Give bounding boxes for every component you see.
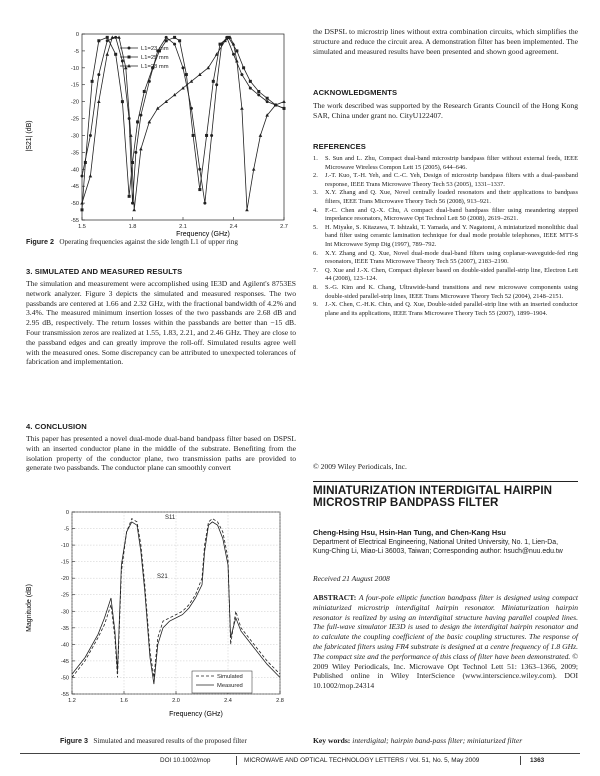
fig2-point-square [173, 36, 176, 39]
reference-text: S.-G. Kim and K. Chang, Ultrawide-band transitions and new microwave components using double-sided parallel-strip lines, IEEE Trans Microwave Theory Tech 52 (2004), 2148–2151. [325, 283, 578, 300]
fig2-x-tick-label: 1.5 [78, 224, 86, 230]
fig2-point-circle [182, 66, 185, 69]
fig2-point-triangle [252, 167, 256, 170]
fig3-y-tick-label: -10 [60, 543, 69, 550]
fig2-y-tick-label: 0 [75, 32, 79, 38]
fig2-point-square [81, 208, 84, 211]
section-4-heading: 4. CONCLUSION [26, 422, 87, 431]
references-heading: REFERENCES [313, 142, 366, 151]
fig2-x-axis-label: Frequency (GHz) [176, 231, 230, 238]
fig2-point-square [114, 53, 117, 56]
figure-2-label: Figure 2 [26, 237, 54, 246]
fig2-point-circle [81, 175, 84, 178]
fig2-point-circle [249, 87, 252, 90]
fig2-x-tick-label: 2.1 [179, 224, 187, 230]
footer-journal: MICROWAVE AND OPTICAL TECHNOLOGY LETTERS / Vol. 51, No. 5, May 2009 [244, 757, 480, 764]
fig2-point-circle [139, 114, 142, 117]
fig2-point-square [185, 73, 188, 76]
reference-item [313, 155, 578, 172]
fig2-point-square [131, 161, 134, 164]
fig3-x-axis-label: Frequency (GHz) [169, 711, 223, 718]
reference-text: X.Y. Zhang and Q. Xue, Novel dual-mode dual-band filters using coplanar-waveguide-fed ring resonators, IEEE Trans Microwave Theory Tech 55 (2007), 2183–2190. [325, 249, 578, 266]
fig2-point-square [165, 39, 168, 42]
fig3-legend-label: Measured [217, 683, 243, 689]
fig2-point-circle [232, 53, 235, 56]
footer-rule [20, 753, 580, 754]
fig2-legend-marker [128, 56, 131, 59]
acknowledgments-heading: ACKNOWLEDGMENTS [313, 88, 398, 97]
fig3-x-tick-label: 1.2 [68, 698, 76, 704]
copyright-line: © 2009 Wiley Periodicals, Inc. [313, 462, 407, 471]
fig2-point-circle [210, 134, 213, 137]
fig2-point-circle [257, 93, 260, 96]
keywords [313, 736, 578, 746]
fig2-point-circle [89, 134, 92, 137]
reference-number: 1. [313, 155, 318, 162]
reference-number: 6. [313, 249, 318, 257]
fig3-y-tick-label: -15 [60, 559, 69, 566]
fig3-y-axis-label: Magnitude (dB) [26, 584, 33, 632]
fig3-y-tick-label: -30 [60, 609, 69, 616]
reference-item [313, 172, 578, 189]
footer-divider-2 [520, 756, 521, 765]
acknowledgments-body: The work described was supported by the Research Grants Council of the Hong Kong SAR, China under grant no. CityU122407. [313, 101, 578, 120]
fig2-point-square [121, 100, 124, 103]
fig2-point-square [178, 39, 181, 42]
figure-3-caption [60, 736, 300, 746]
reference-text: Q. Xue and J.-X. Chen, Compact diplexer based on double-sided parallel-strip line, Electron Lett 44 (2008), 123–124. [325, 266, 578, 283]
fig2-y-tick-label: -20 [70, 99, 79, 106]
fig2-point-circle [165, 36, 168, 39]
fig3-y-tick-label: -20 [60, 576, 69, 583]
fig3-y-tick-label: -40 [60, 642, 69, 649]
figure-2-caption-text: Operating frequencies against the side length L1 of upper ring [59, 238, 238, 246]
reference-text: S. Sun and L. Zhu, Compact dual-band microstrip bandpass filter without external feeds, IEEE Microwave Wireless Compon Lett 15 (2005), 644–646. [325, 155, 578, 171]
fig3-x-tick-label: 2.4 [224, 698, 232, 704]
fig2-point-square [205, 134, 208, 137]
fig2-series-line-3 [82, 37, 284, 210]
reference-item [313, 189, 578, 206]
keywords-text: interdigital; hairpin band-pass filter; miniaturized filter [352, 736, 523, 745]
fig2-x-tick-label: 2.4 [229, 224, 238, 230]
fig3-y-tick-label: -5 [64, 526, 69, 533]
fig3-annotation: S11 [165, 515, 176, 521]
fig2-point-circle [198, 168, 201, 171]
fig2-point-triangle [139, 147, 143, 150]
fig3-x-tick-label: 2.8 [276, 698, 284, 704]
fig3-y-tick-label: -25 [60, 592, 69, 599]
fig2-y-tick-label: -5 [74, 48, 79, 55]
fig2-x-tick-label: 2.7 [280, 224, 288, 230]
received-date: Received 21 August 2008 [313, 574, 390, 583]
fig2-point-circle [134, 151, 137, 154]
figure-3-label: Figure 3 [60, 736, 88, 745]
abstract-label: ABSTRACT: [313, 593, 357, 602]
fig2-point-square [192, 134, 195, 137]
article-authors: Cheng-Hsing Hsu, Hsin-Han Tung, and Chen-Kang Hsu [313, 528, 506, 537]
fig2-point-circle [97, 73, 100, 76]
fig2-legend-label: L1=23 mm [141, 46, 169, 52]
reference-text: J.-X. Chen, C.-H.K. Chin, and Q. Xue, Double-sided parallel-strip line with an inserted conductor plane and its applications, IEEE Trans Microwave Theory Tech 55 (2007), 1899–1904. [325, 301, 578, 317]
fig2-y-tick-label: -15 [70, 82, 79, 89]
fig2-y-tick-label: -55 [70, 218, 79, 224]
fig2-y-tick-label: -45 [70, 184, 79, 191]
fig2-point-circle [121, 60, 124, 63]
figure-3-caption-text: Simulated and measured results of the proposed filter [93, 737, 247, 745]
reference-text: J.-T. Kuo, T.-H. Yeh, and C.-C. Yeh, Design of microstrip bandpass filters with a dual-passband response, IEEE Trans Microwave Theory Tech 53 (2005), 1331–1337. [325, 172, 578, 188]
fig2-point-triangle [97, 100, 101, 103]
reference-number: 4. [313, 206, 318, 214]
reference-text: H. Miyake, S. Kitazawa, T. Ishizaki, T. Yamada, and Y. Nagatomi, A miniaturized monolithic dual band filter using ceramic lamination technique for dual mode protable telephones, IEEE MTT-S Int Microwave Symp Dig (1997), 789–792. [325, 223, 578, 248]
fig2-point-square [91, 80, 94, 83]
fig2-point-triangle [124, 66, 128, 69]
fig2-series-line-1 [82, 37, 284, 203]
fig2-point-circle [266, 100, 269, 103]
fig2-point-triangle [132, 208, 136, 211]
figure-2-caption [26, 237, 296, 247]
fig2-point-square [266, 97, 269, 100]
footer-divider-1 [236, 756, 237, 765]
fig2-point-square [219, 43, 222, 46]
fig2-y-tick-label: -10 [70, 65, 79, 72]
reference-item [313, 224, 578, 250]
reference-number: 3. [313, 189, 318, 197]
fig3-annotation: S21 [157, 574, 168, 580]
fig2-point-square [283, 107, 286, 110]
fig3-y-tick-label: -55 [60, 692, 69, 698]
fig2-point-triangle [259, 134, 263, 137]
reference-text: F.-C. Chen and Q.-X. Chu, A compact dual-band bandpass filter using meandering stepped impedance resonators, Microwave Opt Technol Lett 50 (2008), 2619–2621. [325, 206, 578, 223]
fig2-legend-label: L1=28 mm [141, 64, 169, 70]
fig2-point-circle [203, 202, 206, 205]
fig2-point-square [257, 90, 260, 93]
fig2-y-tick-label: -25 [70, 116, 79, 123]
reference-number: 8. [313, 283, 318, 291]
fig2-point-square [136, 120, 139, 123]
section-3-heading: 3. SIMULATED AND MEASURED RESULTS [26, 267, 183, 276]
reference-number: 5. [313, 223, 318, 231]
reference-number: 2. [313, 172, 318, 180]
reference-text: X.Y. Zhang and Q. Xue, Novel centrally loaded resonators and their applications to bandpass filters, IEEE Trans Microwave Theory Tech 56 (2008), 913–921. [325, 189, 578, 205]
fig2-y-tick-label: -35 [70, 150, 79, 157]
article-divider [313, 481, 578, 482]
reference-item [313, 250, 578, 267]
fig2-y-axis-label: |S21| (dB) [26, 120, 33, 152]
section-4-body: This paper has presented a novel dual-mode dual-band bandpass filter based on DSPSL with an inserted conductor plane in the middle of the substrate. Benefiting from the isolation property of the conductor plane, two transmission paths are provided to generate two passbands. The conductor plane can smoothly convert [26, 434, 296, 473]
fig2-y-tick-label: -50 [70, 201, 79, 208]
figure-3-chart [20, 500, 292, 718]
fig2-legend-label: L1=25 mm [141, 55, 169, 61]
fig2-point-square [84, 161, 87, 164]
fig2-x-tick-label: 1.8 [128, 224, 137, 230]
article-affiliation: Department of Electrical Engineering, National United University, No. 1, Lien-Da, Kung-Ching Li, Miao-Li 36003, Taiwan; Corresponding author: hsuch@nuu.edu.tw [313, 539, 563, 555]
abstract [313, 593, 578, 691]
fig2-point-square [212, 80, 215, 83]
article-title: MINIATURIZATION INTERDIGITAL HAIRPIN MICROSTRIP BANDPASS FILTER [313, 484, 553, 510]
fig2-series-line-2 [82, 37, 284, 210]
fig2-point-triangle [89, 174, 93, 177]
fig2-point-square [97, 39, 100, 42]
reference-number: 7. [313, 266, 318, 274]
footer-page: 1363 [530, 757, 545, 764]
fig2-y-tick-label: -30 [70, 133, 79, 140]
fig3-y-tick-label: 0 [65, 510, 69, 516]
fig2-point-square [235, 49, 238, 52]
fig3-y-tick-label: -35 [60, 625, 69, 632]
reference-item [313, 301, 578, 318]
reference-item [313, 207, 578, 224]
figure-2-chart [20, 24, 292, 238]
fig2-legend-marker [128, 47, 131, 50]
fig2-point-circle [240, 73, 243, 76]
fig2-point-square [128, 195, 131, 198]
fig2-point-triangle [245, 208, 249, 211]
fig2-point-triangle [105, 52, 109, 55]
reference-number: 9. [313, 301, 318, 309]
fig2-plot-frame [82, 34, 284, 220]
abstract-text: A four-pole elliptic function bandpass filter is designed using compact miniaturized microstrip interdigital hairpin resonator. Miniaturization hairpin resonator is realized by using an interdigital structure having parallel coupled lines. The full-wave simulator IE3D is used to design the interdigital hairpin resonator and to calculate the coupling coefficient of the basic coupling structures. The response of the fabricated filters using FR4 substrate is designed at a centre frequency of 1.8 GHz. The compact size and the performance of this class of filter have been demonstrated. [313, 593, 578, 661]
fig2-point-square [198, 188, 201, 191]
abstract-tail: © 2009 Wiley Periodicals, Inc. Microwave Opt Technol Lett 51: 1363–1366, 2009; Published online in Wiley InterScience (www.interscience.wiley.com). DOI 10.1002/mop.24314 [313, 651, 578, 691]
footer-doi: DOI 10.1002/mop [160, 757, 211, 764]
reference-item [313, 284, 578, 301]
fig3-x-tick-label: 2.0 [172, 698, 180, 704]
fig3-x-tick-label: 1.6 [120, 698, 128, 704]
fig3-y-tick-label: -50 [60, 675, 69, 682]
fig2-y-tick-label: -40 [70, 167, 79, 174]
fig2-point-square [106, 36, 109, 39]
fig3-legend-label: Simulated [217, 674, 243, 680]
fig2-point-square [143, 90, 146, 93]
reference-list [313, 155, 578, 318]
fig2-point-square [242, 66, 245, 69]
section-3-body: The simulation and measurement were accomplished using IE3D and Agilent's 8753ES network analyzer. Figure 3 depicts the simulated and measured responses. The two passbands are centered at 1.66 and 2.32 GHz, with the fractional bandwidth of 4.2% and 3.4%. The measured minimum insertion losses of the two passbands are 2.68 dB and 2.95 dB, respectively. The return losses within the passbands are better than −15 dB. Four transmission zeros are realized at 1.55, 1.83, 2.21, and 2.46 GHz. They are close to the passband edges and can greatly improve the roll-off. Simulated results agree well with the measured ones. Some discrepancy can be attributed to unexpected tolerances of fabrication and implementation. [26, 279, 296, 367]
fig2-point-triangle [240, 107, 244, 110]
reference-item [313, 267, 578, 284]
keywords-label: Key words: [313, 736, 351, 745]
fig2-point-square [249, 80, 252, 83]
fig2-point-circle [215, 83, 218, 86]
fig2-point-circle [173, 43, 176, 46]
conclusion-continued: the DSPSL to microstrip lines without extra combination circuits, which simplifies the structure and reduce the circuit area. A demonstration filter has been implemented. The simulated and measured results have been presented and shown good agreement. [313, 27, 578, 56]
fig3-y-tick-label: -45 [60, 658, 69, 665]
fig2-point-triangle [282, 100, 286, 103]
